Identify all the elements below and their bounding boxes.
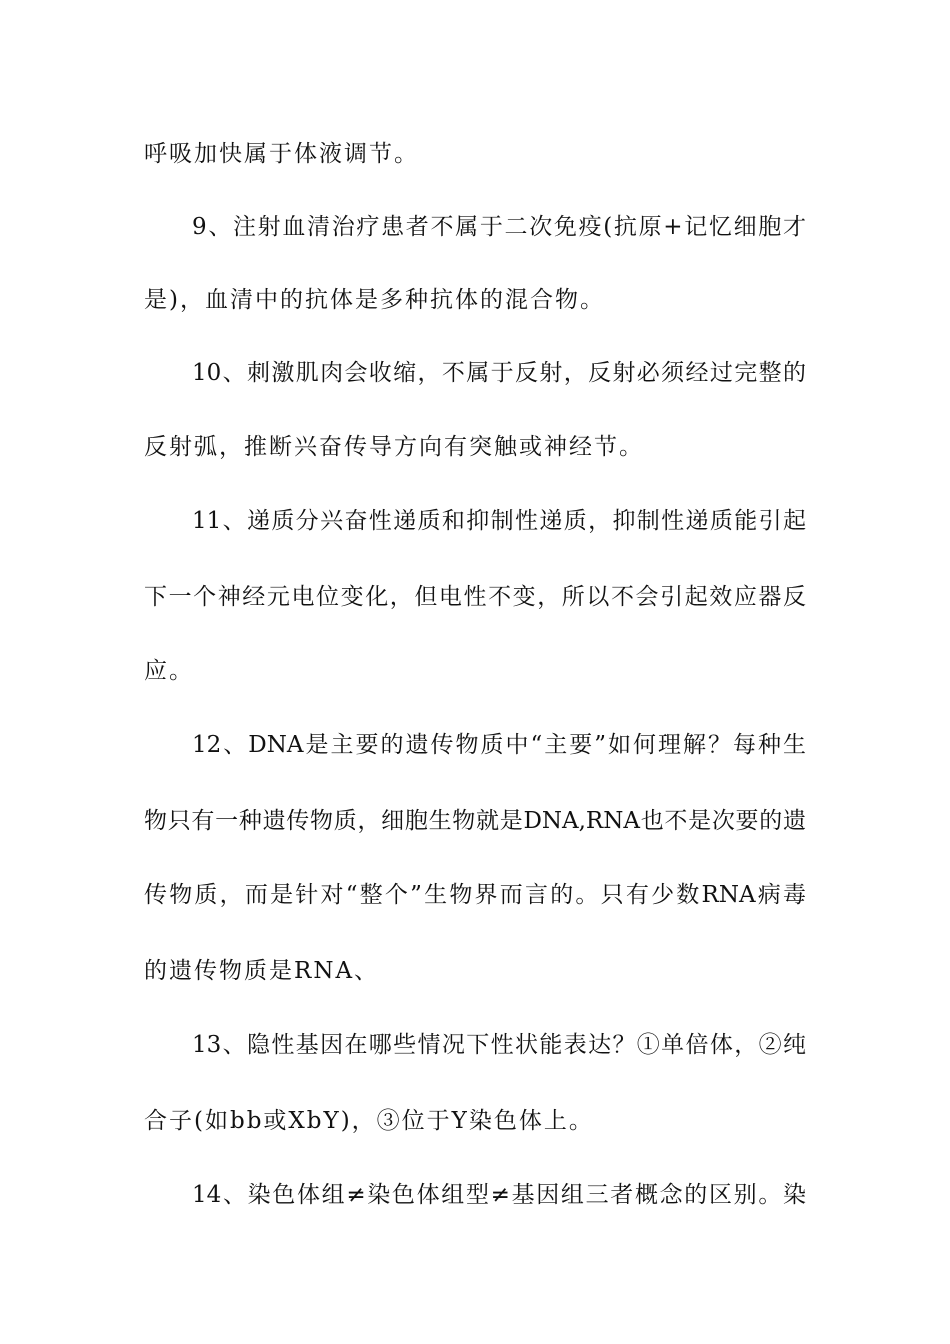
text-line: 呼吸加快属于体液调节。 (144, 141, 419, 167)
text-line: 12、DNA是主要的遗传物质中“主要”如何理解？每种生 (192, 732, 806, 758)
text-line: 9、注射血清治疗患者不属于二次免疫(抗原+记忆细胞才 (192, 214, 806, 240)
text-line: 物只有一种遗传物质，细胞生物就是DNA,RNA也不是次要的遗 (144, 808, 806, 834)
text-line: 传物质，而是针对“整个”生物界而言的。只有少数RNA病毒 (144, 882, 806, 908)
text-line: 合子(如bb或XbY)，③位于Y染色体上。 (144, 1108, 594, 1134)
text-line: 应。 (144, 658, 194, 684)
text-line: 是)，血清中的抗体是多种抗体的混合物。 (144, 287, 605, 313)
text-line: 11、递质分兴奋性递质和抑制性递质，抑制性递质能引起 (192, 508, 806, 534)
text-line: 下一个神经元电位变化，但电性不变，所以不会引起效应器反 (144, 584, 806, 610)
text-line: 的遗传物质是RNA、 (144, 958, 380, 984)
text-line: 反射弧，推断兴奋传导方向有突触或神经节。 (144, 434, 644, 460)
text-line: 13、隐性基因在哪些情况下性状能表达？①单倍体，②纯 (192, 1032, 806, 1058)
text-line: 14、染色体组≠染色体组型≠基因组三者概念的区别。染 (192, 1182, 806, 1208)
text-line: 10、刺激肌肉会收缩，不属于反射，反射必须经过完整的 (192, 360, 806, 386)
